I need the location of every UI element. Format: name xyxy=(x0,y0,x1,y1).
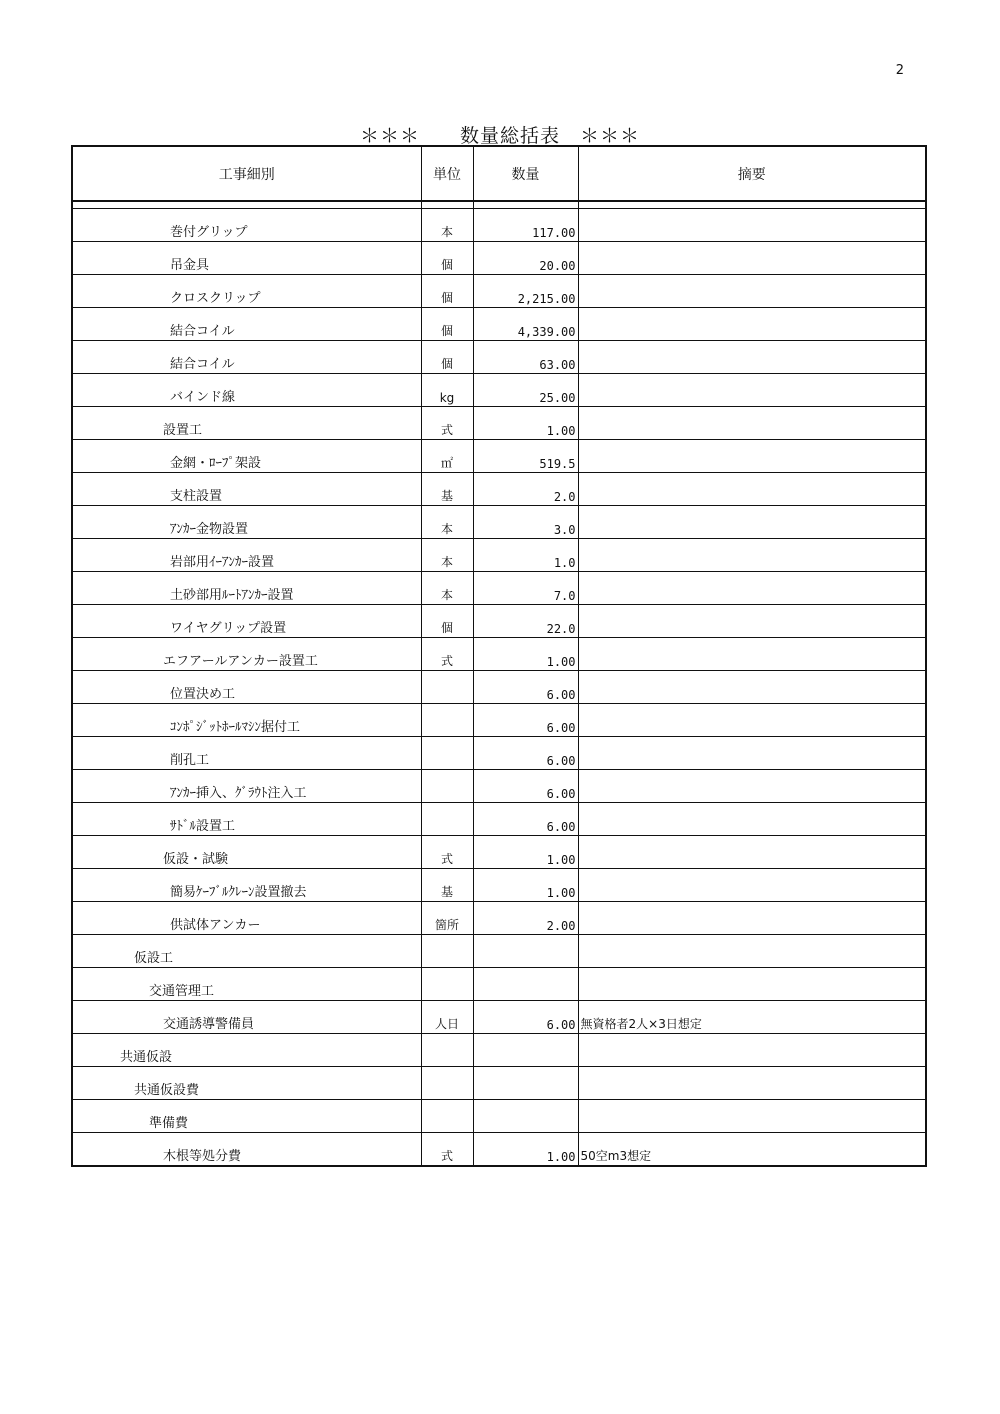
quantity-cell: 519.5 xyxy=(473,440,578,473)
remarks-cell xyxy=(578,473,925,506)
item-name-cell: 共通仮設 xyxy=(73,1034,421,1067)
quantity-cell: 2.00 xyxy=(473,902,578,935)
unit-cell: 個 xyxy=(421,242,473,275)
remarks-cell xyxy=(578,737,925,770)
item-name-cell: 設置工 xyxy=(73,407,421,440)
quantity-summary-table xyxy=(71,145,927,1167)
gap-cell xyxy=(578,201,925,209)
table-row xyxy=(73,209,925,242)
item-name-cell: 支柱設置 xyxy=(73,473,421,506)
remarks-cell xyxy=(578,836,925,869)
quantity-cell xyxy=(473,968,578,1001)
gap-cell xyxy=(473,201,578,209)
item-name-cell: 交通管理工 xyxy=(73,968,421,1001)
unit-cell: kg xyxy=(421,374,473,407)
unit-cell xyxy=(421,935,473,968)
quantity-cell: 4,339.00 xyxy=(473,308,578,341)
remarks-cell xyxy=(578,308,925,341)
quantity-cell: 6.00 xyxy=(473,803,578,836)
header-item: 工事細別 xyxy=(73,147,421,201)
item-name-cell: ｱﾝｶｰ挿入、ｸﾞﾗｳﾄ注入工 xyxy=(73,770,421,803)
item-name-cell: 仮設工 xyxy=(73,935,421,968)
quantity-cell: 6.00 xyxy=(473,704,578,737)
table-row xyxy=(73,374,925,407)
quantity-cell: 6.00 xyxy=(473,671,578,704)
table-row xyxy=(73,902,925,935)
unit-cell: ㎡ xyxy=(421,440,473,473)
item-name-cell: 供試体アンカー xyxy=(73,902,421,935)
quantity-cell xyxy=(473,1034,578,1067)
remarks-cell: 無資格者2人×3日想定 xyxy=(578,1001,925,1034)
quantity-cell: 2.0 xyxy=(473,473,578,506)
unit-cell xyxy=(421,803,473,836)
table-row xyxy=(73,770,925,803)
unit-cell xyxy=(421,968,473,1001)
item-name-cell: ワイヤグリップ設置 xyxy=(73,605,421,638)
quantity-cell: 6.00 xyxy=(473,737,578,770)
document-title: ＊＊＊ 数量総括表 ＊＊＊ xyxy=(359,125,640,147)
quantity-cell: 1.00 xyxy=(473,1133,578,1166)
quantity-cell xyxy=(473,1067,578,1100)
unit-cell: 個 xyxy=(421,308,473,341)
unit-cell: 本 xyxy=(421,539,473,572)
unit-cell xyxy=(421,1034,473,1067)
unit-cell: 式 xyxy=(421,836,473,869)
remarks-cell xyxy=(578,902,925,935)
unit-cell xyxy=(421,737,473,770)
quantity-cell xyxy=(473,1100,578,1133)
item-name-cell: ｻﾄﾞﾙ設置工 xyxy=(73,803,421,836)
table-row xyxy=(73,473,925,506)
remarks-cell xyxy=(578,1034,925,1067)
gap-cell xyxy=(421,201,473,209)
table-row xyxy=(73,968,925,1001)
remarks-cell xyxy=(578,869,925,902)
quantity-cell: 63.00 xyxy=(473,341,578,374)
quantity-cell: 6.00 xyxy=(473,770,578,803)
table-row xyxy=(73,638,925,671)
item-name-cell: 木根等処分費 xyxy=(73,1133,421,1166)
unit-cell xyxy=(421,704,473,737)
unit-cell: 箇所 xyxy=(421,902,473,935)
table-row xyxy=(73,506,925,539)
item-name-cell: 位置決め工 xyxy=(73,671,421,704)
table-row xyxy=(73,605,925,638)
table-row xyxy=(73,869,925,902)
remarks-cell xyxy=(578,1100,925,1133)
quantity-cell: 22.0 xyxy=(473,605,578,638)
page-number: 2 xyxy=(895,63,904,78)
remarks-cell xyxy=(578,605,925,638)
unit-cell: 式 xyxy=(421,638,473,671)
unit-cell: 個 xyxy=(421,341,473,374)
item-name-cell: 交通誘導警備員 xyxy=(73,1001,421,1034)
table-row xyxy=(73,341,925,374)
remarks-cell xyxy=(578,407,925,440)
table-body xyxy=(73,201,925,1165)
unit-cell: 個 xyxy=(421,275,473,308)
remarks-cell xyxy=(578,968,925,1001)
item-name-cell: 巻付グリップ xyxy=(73,209,421,242)
quantity-cell: 1.00 xyxy=(473,869,578,902)
item-name-cell: バインド線 xyxy=(73,374,421,407)
quantity-cell: 25.00 xyxy=(473,374,578,407)
item-name-cell: 吊金具 xyxy=(73,242,421,275)
item-name-cell: 削孔工 xyxy=(73,737,421,770)
item-name-cell: 共通仮設費 xyxy=(73,1067,421,1100)
unit-cell: 個 xyxy=(421,605,473,638)
item-name-cell: 金網・ﾛｰﾌﾟ架設 xyxy=(73,440,421,473)
unit-cell xyxy=(421,770,473,803)
item-name-cell: エフアールアンカー設置工 xyxy=(73,638,421,671)
remarks-cell xyxy=(578,638,925,671)
quantity-cell: 3.0 xyxy=(473,506,578,539)
header-unit: 単位 xyxy=(421,147,473,201)
table-row xyxy=(73,242,925,275)
quantity-cell: 6.00 xyxy=(473,1001,578,1034)
remarks-cell xyxy=(578,671,925,704)
unit-cell: 式 xyxy=(421,407,473,440)
remarks-cell xyxy=(578,209,925,242)
table-row xyxy=(73,308,925,341)
item-name-cell: ｱﾝｶｰ金物設置 xyxy=(73,506,421,539)
remarks-cell xyxy=(578,1067,925,1100)
table-row xyxy=(73,935,925,968)
table-row xyxy=(73,275,925,308)
quantity-cell: 1.00 xyxy=(473,836,578,869)
item-name-cell: 土砂部用ﾙｰﾄｱﾝｶｰ設置 xyxy=(73,572,421,605)
item-name-cell: 準備費 xyxy=(73,1100,421,1133)
table-row xyxy=(73,1067,925,1100)
unit-cell: 本 xyxy=(421,209,473,242)
table-row xyxy=(73,704,925,737)
item-name-cell: ｺﾝﾎﾟｼﾞｯﾄﾎｰﾙﾏｼﾝ据付工 xyxy=(73,704,421,737)
quantity-cell: 1.0 xyxy=(473,539,578,572)
table-row xyxy=(73,1100,925,1133)
remarks-cell: 50空m3想定 xyxy=(578,1133,925,1166)
remarks-cell xyxy=(578,704,925,737)
item-name-cell: 仮設・試験 xyxy=(73,836,421,869)
header-gap-row xyxy=(73,201,925,209)
remarks-cell xyxy=(578,440,925,473)
unit-cell: 基 xyxy=(421,869,473,902)
unit-cell: 基 xyxy=(421,473,473,506)
table-row xyxy=(73,1034,925,1067)
quantity-cell: 1.00 xyxy=(473,407,578,440)
remarks-cell xyxy=(578,935,925,968)
gap-cell xyxy=(73,201,421,209)
unit-cell xyxy=(421,1067,473,1100)
unit-cell: 本 xyxy=(421,506,473,539)
remarks-cell xyxy=(578,242,925,275)
table-header-row xyxy=(73,147,925,201)
remarks-cell xyxy=(578,572,925,605)
quantity-cell xyxy=(473,935,578,968)
remarks-cell xyxy=(578,506,925,539)
quantity-cell: 2,215.00 xyxy=(473,275,578,308)
quantity-cell: 117.00 xyxy=(473,209,578,242)
table-row xyxy=(73,440,925,473)
header-quantity: 数量 xyxy=(473,147,578,201)
table-row xyxy=(73,671,925,704)
remarks-cell xyxy=(578,803,925,836)
remarks-cell xyxy=(578,770,925,803)
item-name-cell: 簡易ｹｰﾌﾞﾙｸﾚｰﾝ設置撤去 xyxy=(73,869,421,902)
item-name-cell: 岩部用ｲｰｱﾝｶｰ設置 xyxy=(73,539,421,572)
quantity-cell: 7.0 xyxy=(473,572,578,605)
quantity-cell: 1.00 xyxy=(473,638,578,671)
remarks-cell xyxy=(578,374,925,407)
item-name-cell: 結合コイル xyxy=(73,308,421,341)
table-row xyxy=(73,1001,925,1034)
table-row xyxy=(73,572,925,605)
quantity-cell: 20.00 xyxy=(473,242,578,275)
unit-cell: 人日 xyxy=(421,1001,473,1034)
remarks-cell xyxy=(578,341,925,374)
table-row xyxy=(73,407,925,440)
header-remarks: 摘要 xyxy=(578,147,925,201)
table-row xyxy=(73,803,925,836)
unit-cell xyxy=(421,671,473,704)
unit-cell: 本 xyxy=(421,572,473,605)
table-row xyxy=(73,1133,925,1166)
unit-cell xyxy=(421,1100,473,1133)
item-name-cell: 結合コイル xyxy=(73,341,421,374)
remarks-cell xyxy=(578,539,925,572)
item-name-cell: クロスクリップ xyxy=(73,275,421,308)
table-row xyxy=(73,737,925,770)
table-row xyxy=(73,836,925,869)
table-row xyxy=(73,539,925,572)
unit-cell: 式 xyxy=(421,1133,473,1166)
remarks-cell xyxy=(578,275,925,308)
